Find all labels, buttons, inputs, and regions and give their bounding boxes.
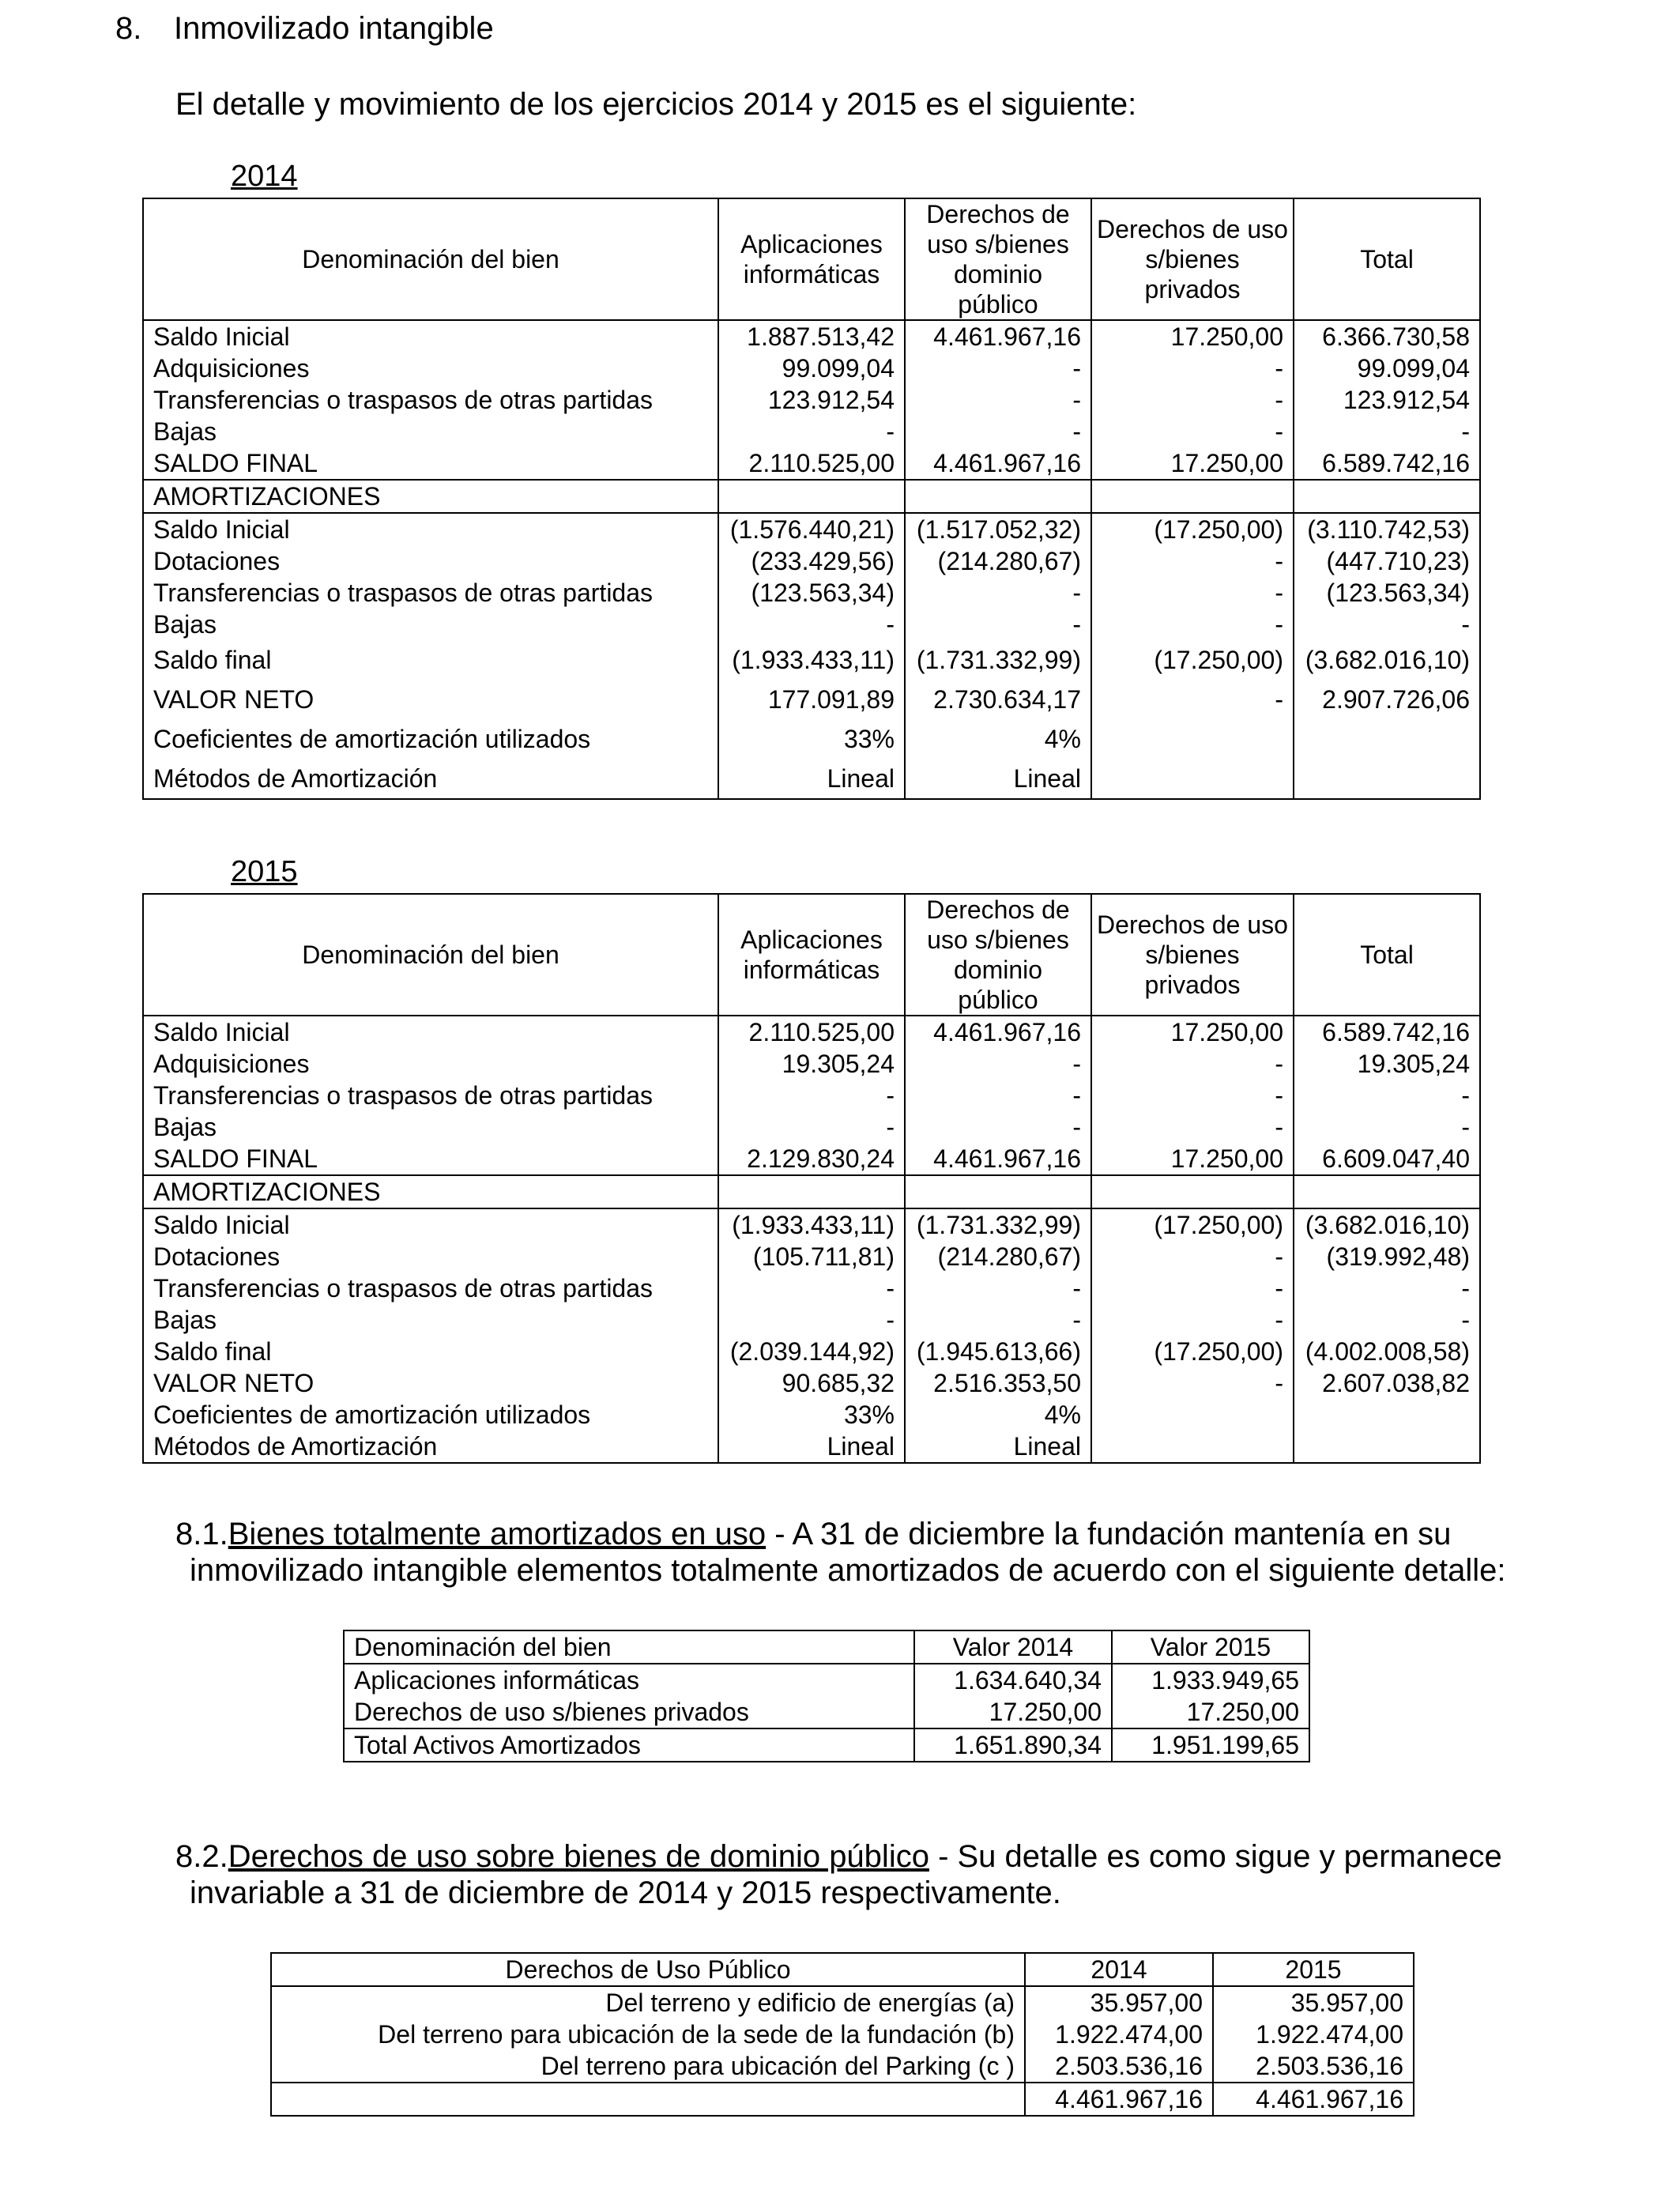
- value-cell: (17.250,00): [1091, 1208, 1294, 1241]
- value-cell: 4.461.967,16: [905, 1016, 1091, 1048]
- subsection-number: 8.1.: [175, 1517, 228, 1551]
- value-cell: (1.933.433,11): [718, 1208, 905, 1241]
- col-aplicaciones: Aplicaciones informáticas: [718, 198, 905, 320]
- value-cell: 19.305,24: [1357, 1050, 1470, 1078]
- value-cell: [1294, 1431, 1480, 1463]
- value-cell: 17.250,00: [914, 1696, 1112, 1728]
- value-cell: 1.887.513,42: [718, 320, 905, 352]
- movement-table-2015: [142, 893, 1481, 1464]
- table-row: [344, 1696, 1309, 1728]
- table-row: [143, 609, 1480, 640]
- value-cell: -: [718, 1111, 905, 1143]
- row-label: Saldo Inicial: [143, 1208, 718, 1241]
- row-label: SALDO FINAL: [143, 1143, 718, 1175]
- value-cell: 90.685,32: [718, 1367, 905, 1399]
- value-cell: 2.110.525,00: [718, 1016, 905, 1048]
- value-cell: [905, 1175, 1091, 1208]
- value-cell: 2.503.536,16: [1025, 2050, 1213, 2083]
- value-cell: [1091, 1399, 1294, 1431]
- value-cell: [1091, 719, 1294, 759]
- value-cell: -: [1091, 352, 1294, 384]
- subsection-text: - Su detalle es como sigue y permanece: [929, 1839, 1502, 1874]
- row-label: [271, 2083, 1025, 2116]
- value-cell: 4.461.967,16: [905, 320, 1091, 352]
- value-cell: -: [905, 416, 1091, 447]
- value-cell: -: [1091, 1272, 1294, 1304]
- row-label: Bajas: [143, 416, 718, 447]
- value-cell: -: [905, 352, 1091, 384]
- value-cell: 177.091,89: [718, 680, 905, 719]
- value-cell: [718, 1175, 905, 1208]
- value-cell: [1091, 759, 1294, 799]
- row-label: Transferencias o traspasos de otras partidas: [143, 384, 718, 416]
- value-cell: (319.992,48): [1326, 1242, 1470, 1271]
- row-label: Adquisiciones: [143, 352, 718, 384]
- row-label: Total Activos Amortizados: [344, 1728, 914, 1762]
- col-privados: Derechos de uso s/bienes privados: [1091, 894, 1294, 1016]
- value-cell: 1.922.474,00: [1025, 2019, 1213, 2050]
- value-cell: -: [718, 416, 905, 447]
- value-cell: Lineal: [905, 759, 1091, 799]
- subsection-number: 8.2.: [175, 1839, 228, 1874]
- table-row: [143, 1111, 1480, 1143]
- value-cell: 4.461.967,16: [1025, 2083, 1213, 2116]
- value-cell: 6.589.742,16: [1322, 449, 1470, 477]
- value-cell: -: [1091, 1111, 1294, 1143]
- section-row: [143, 480, 1480, 513]
- value-cell: (214.280,67): [905, 1241, 1091, 1272]
- value-cell: 17.250,00: [1091, 447, 1294, 480]
- table-row: [344, 1664, 1309, 1696]
- col-total: Total: [1294, 198, 1480, 320]
- row-label: Aplicaciones informáticas: [344, 1664, 914, 1696]
- value-cell: -: [1461, 1274, 1470, 1302]
- row-label: Coeficientes de amortización utilizados: [143, 719, 718, 759]
- value-cell: Lineal: [905, 1431, 1091, 1463]
- value-cell: (17.250,00): [1091, 1336, 1294, 1367]
- value-cell: -: [1091, 1048, 1294, 1080]
- value-cell: -: [1461, 1113, 1470, 1141]
- row-label: Transferencias o traspasos de otras partidas: [143, 1080, 718, 1111]
- value-cell: -: [1461, 610, 1470, 639]
- row-label: Métodos de Amortización: [143, 759, 718, 799]
- row-label: Dotaciones: [143, 545, 718, 577]
- subsection-title: Bienes totalmente amortizados en uso: [228, 1517, 767, 1551]
- value-cell: 17.250,00: [1112, 1696, 1309, 1728]
- value-cell: -: [718, 1304, 905, 1336]
- value-cell: (3.110.742,53): [1307, 515, 1470, 544]
- table-row: [143, 1431, 1480, 1463]
- value-cell: (17.250,00): [1091, 513, 1294, 545]
- row-label: Transferencias o traspasos de otras partidas: [143, 1272, 718, 1304]
- value-cell: -: [905, 1048, 1091, 1080]
- value-cell: Lineal: [718, 1431, 905, 1463]
- value-cell: (3.682.016,10): [1305, 646, 1470, 674]
- value-cell: [1294, 1175, 1480, 1208]
- value-cell: [1294, 480, 1480, 513]
- row-label: Dotaciones: [143, 1241, 718, 1272]
- table-row: [143, 416, 1480, 447]
- subsection-text: - A 31 de diciembre la fundación mantenía en su: [766, 1517, 1452, 1551]
- value-cell: (233.429,56): [718, 545, 905, 577]
- table-row: [143, 1080, 1480, 1111]
- total-row: [271, 2083, 1414, 2116]
- table-row: [271, 2050, 1414, 2083]
- value-cell: 99.099,04: [1357, 354, 1470, 383]
- table-row: [143, 384, 1480, 416]
- table-row: [143, 1208, 1480, 1241]
- value-cell: -: [905, 384, 1091, 416]
- header-cell: Denominación del bien: [344, 1630, 914, 1664]
- row-label: Del terreno para ubicación del Parking (c ): [271, 2050, 1025, 2083]
- value-cell: -: [1091, 545, 1294, 577]
- value-cell: -: [1091, 1241, 1294, 1272]
- value-cell: -: [905, 1304, 1091, 1336]
- table-header-row: [143, 894, 1480, 1016]
- row-label: Saldo final: [143, 1336, 718, 1367]
- year-label-2014: 2014: [231, 160, 298, 193]
- subsection-title: Derechos de uso sobre bienes de dominio público: [228, 1839, 929, 1874]
- value-cell: (2.039.144,92): [718, 1336, 905, 1367]
- table-row: [143, 577, 1480, 609]
- value-cell: 6.366.730,58: [1322, 322, 1470, 351]
- row-label: Bajas: [143, 1111, 718, 1143]
- table-row: [143, 545, 1480, 577]
- row-label: VALOR NETO: [143, 1367, 718, 1399]
- section-row: [143, 1175, 1480, 1208]
- value-cell: 2.607.038,82: [1322, 1369, 1470, 1397]
- value-cell: 33%: [718, 719, 905, 759]
- value-cell: 6.609.047,40: [1322, 1144, 1470, 1173]
- row-label: Adquisiciones: [143, 1048, 718, 1080]
- table-row: [143, 680, 1480, 719]
- row-label: VALOR NETO: [143, 680, 718, 719]
- value-cell: 2.730.634,17: [905, 680, 1091, 719]
- value-cell: (4.002.008,58): [1305, 1337, 1470, 1366]
- row-label: Coeficientes de amortización utilizados: [143, 1399, 718, 1431]
- row-label: Bajas: [143, 609, 718, 640]
- value-cell: -: [1091, 1304, 1294, 1336]
- value-cell: 4.461.967,16: [1213, 2083, 1414, 2116]
- table-header-row: [271, 1953, 1414, 1986]
- value-cell: 35.957,00: [1025, 1986, 1213, 2019]
- value-cell: [718, 480, 905, 513]
- table-row: [143, 1241, 1480, 1272]
- value-cell: 19.305,24: [718, 1048, 905, 1080]
- value-cell: 17.250,00: [1091, 320, 1294, 352]
- row-label: AMORTIZACIONES: [143, 1175, 718, 1208]
- value-cell: -: [1461, 1306, 1470, 1334]
- row-label: SALDO FINAL: [143, 447, 718, 480]
- table-row: [143, 447, 1480, 480]
- value-cell: 2.516.353,50: [905, 1367, 1091, 1399]
- row-label: AMORTIZACIONES: [143, 480, 718, 513]
- value-cell: (3.682.016,10): [1305, 1211, 1470, 1239]
- total-row: [344, 1728, 1309, 1762]
- header-cell: 2014: [1025, 1953, 1213, 1986]
- section-heading: [115, 11, 494, 47]
- value-cell: -: [1091, 384, 1294, 416]
- value-cell: -: [1091, 1080, 1294, 1111]
- table-row: [143, 1336, 1480, 1367]
- table-row: [143, 513, 1480, 545]
- value-cell: 4.461.967,16: [905, 447, 1091, 480]
- table-row: [143, 1143, 1480, 1175]
- value-cell: 35.957,00: [1213, 1986, 1414, 2019]
- col-total: Total: [1294, 894, 1480, 1016]
- movement-table-2014: [142, 198, 1481, 800]
- value-cell: -: [905, 1111, 1091, 1143]
- value-cell: (123.563,34): [718, 577, 905, 609]
- row-label: Bajas: [143, 1304, 718, 1336]
- row-label: Métodos de Amortización: [143, 1431, 718, 1463]
- value-cell: 2.503.536,16: [1213, 2050, 1414, 2083]
- section-title: Inmovilizado intangible: [174, 11, 494, 46]
- value-cell: (1.933.433,11): [718, 640, 905, 680]
- table-row: [271, 2019, 1414, 2050]
- value-cell: (123.563,34): [1326, 579, 1470, 607]
- value-cell: (447.710,23): [1326, 547, 1470, 575]
- table-row: [143, 320, 1480, 352]
- value-cell: -: [905, 609, 1091, 640]
- table-row: [143, 1016, 1480, 1048]
- value-cell: (1.945.613,66): [905, 1336, 1091, 1367]
- col-denominacion: Denominación del bien: [143, 198, 718, 320]
- table-row: [143, 352, 1480, 384]
- paragraph-8-1: [175, 1516, 1550, 1589]
- value-cell: 123.912,54: [1343, 386, 1470, 414]
- col-dominio-publico: Derechos de uso s/bienes dominio público: [905, 894, 1091, 1016]
- table-row: [271, 1986, 1414, 2019]
- value-cell: [905, 480, 1091, 513]
- public-domain-rights-table: [270, 1952, 1414, 2117]
- value-cell: 4%: [905, 1399, 1091, 1431]
- row-label: Del terreno para ubicación de la sede de la fundación (b): [271, 2019, 1025, 2050]
- value-cell: [1091, 1175, 1294, 1208]
- value-cell: -: [905, 1272, 1091, 1304]
- table-row: [143, 1367, 1480, 1399]
- value-cell: -: [1461, 1081, 1470, 1110]
- value-cell: 33%: [718, 1399, 905, 1431]
- header-cell: Derechos de Uso Público: [271, 1953, 1025, 1986]
- header-cell: Valor 2014: [914, 1630, 1112, 1664]
- row-label: Saldo Inicial: [143, 320, 718, 352]
- value-cell: -: [905, 577, 1091, 609]
- value-cell: -: [1091, 577, 1294, 609]
- value-cell: 4%: [905, 719, 1091, 759]
- paragraph-8-2: [175, 1838, 1550, 1911]
- value-cell: 1.951.199,65: [1112, 1728, 1309, 1762]
- value-cell: [1294, 759, 1480, 799]
- table-row: [143, 1399, 1480, 1431]
- value-cell: (1.731.332,99): [905, 1208, 1091, 1241]
- value-cell: -: [718, 609, 905, 640]
- year-label-2015: 2015: [231, 855, 298, 888]
- value-cell: 123.912,54: [718, 384, 905, 416]
- table-row: [143, 1048, 1480, 1080]
- value-cell: 17.250,00: [1091, 1016, 1294, 1048]
- value-cell: (1.517.052,32): [905, 513, 1091, 545]
- value-cell: -: [1091, 416, 1294, 447]
- table-row: [143, 640, 1480, 680]
- value-cell: (1.576.440,21): [718, 513, 905, 545]
- table-row: [143, 1304, 1480, 1336]
- row-label: Saldo Inicial: [143, 513, 718, 545]
- subsection-text-line2: invariable a 31 de diciembre de 2014 y 2015 respectivamente.: [190, 1875, 1061, 1910]
- intro-text: El detalle y movimiento de los ejercicios 2014 y 2015 es el siguiente:: [175, 87, 1137, 122]
- value-cell: -: [1091, 680, 1294, 719]
- col-denominacion: Denominación del bien: [143, 894, 718, 1016]
- value-cell: (17.250,00): [1091, 640, 1294, 680]
- value-cell: -: [1461, 417, 1470, 446]
- table-row: [143, 759, 1480, 799]
- table-row: [143, 719, 1480, 759]
- section-number: 8.: [115, 11, 142, 46]
- value-cell: -: [905, 1080, 1091, 1111]
- row-label: Saldo final: [143, 640, 718, 680]
- value-cell: Lineal: [718, 759, 905, 799]
- value-cell: -: [1091, 1367, 1294, 1399]
- value-cell: 6.589.742,16: [1322, 1018, 1470, 1046]
- row-label: Transferencias o traspasos de otras partidas: [143, 577, 718, 609]
- subsection-text-line2: inmovilizado intangible elementos totalmente amortizados de acuerdo con el siguiente detalle:: [190, 1553, 1506, 1588]
- value-cell: 2.110.525,00: [718, 447, 905, 480]
- value-cell: 1.651.890,34: [914, 1728, 1112, 1762]
- value-cell: 17.250,00: [1091, 1143, 1294, 1175]
- value-cell: [1294, 719, 1480, 759]
- value-cell: 1.922.474,00: [1213, 2019, 1414, 2050]
- value-cell: 2.129.830,24: [718, 1143, 905, 1175]
- value-cell: -: [1091, 609, 1294, 640]
- amortized-assets-table: [343, 1630, 1310, 1762]
- value-cell: (1.731.332,99): [905, 640, 1091, 680]
- value-cell: -: [718, 1080, 905, 1111]
- row-label: Del terreno y edificio de energías (a): [271, 1986, 1025, 2019]
- table-row: [143, 1272, 1480, 1304]
- col-privados: Derechos de uso s/bienes privados: [1091, 198, 1294, 320]
- table-header-row: [344, 1630, 1309, 1664]
- value-cell: 1.933.949,65: [1112, 1664, 1309, 1696]
- value-cell: 1.634.640,34: [914, 1664, 1112, 1696]
- value-cell: 4.461.967,16: [905, 1143, 1091, 1175]
- header-cell: 2015: [1213, 1953, 1414, 1986]
- value-cell: [1294, 1399, 1480, 1431]
- row-label: Derechos de uso s/bienes privados: [344, 1696, 914, 1728]
- row-label: Saldo Inicial: [143, 1016, 718, 1048]
- value-cell: -: [718, 1272, 905, 1304]
- value-cell: [1091, 1431, 1294, 1463]
- col-dominio-publico: Derechos de uso s/bienes dominio público: [905, 198, 1091, 320]
- col-aplicaciones: Aplicaciones informáticas: [718, 894, 905, 1016]
- header-cell: Valor 2015: [1112, 1630, 1309, 1664]
- value-cell: (105.711,81): [718, 1241, 905, 1272]
- value-cell: (214.280,67): [905, 545, 1091, 577]
- value-cell: 99.099,04: [718, 352, 905, 384]
- table-header-row: [143, 198, 1480, 320]
- value-cell: 2.907.726,06: [1322, 685, 1470, 714]
- value-cell: [1091, 480, 1294, 513]
